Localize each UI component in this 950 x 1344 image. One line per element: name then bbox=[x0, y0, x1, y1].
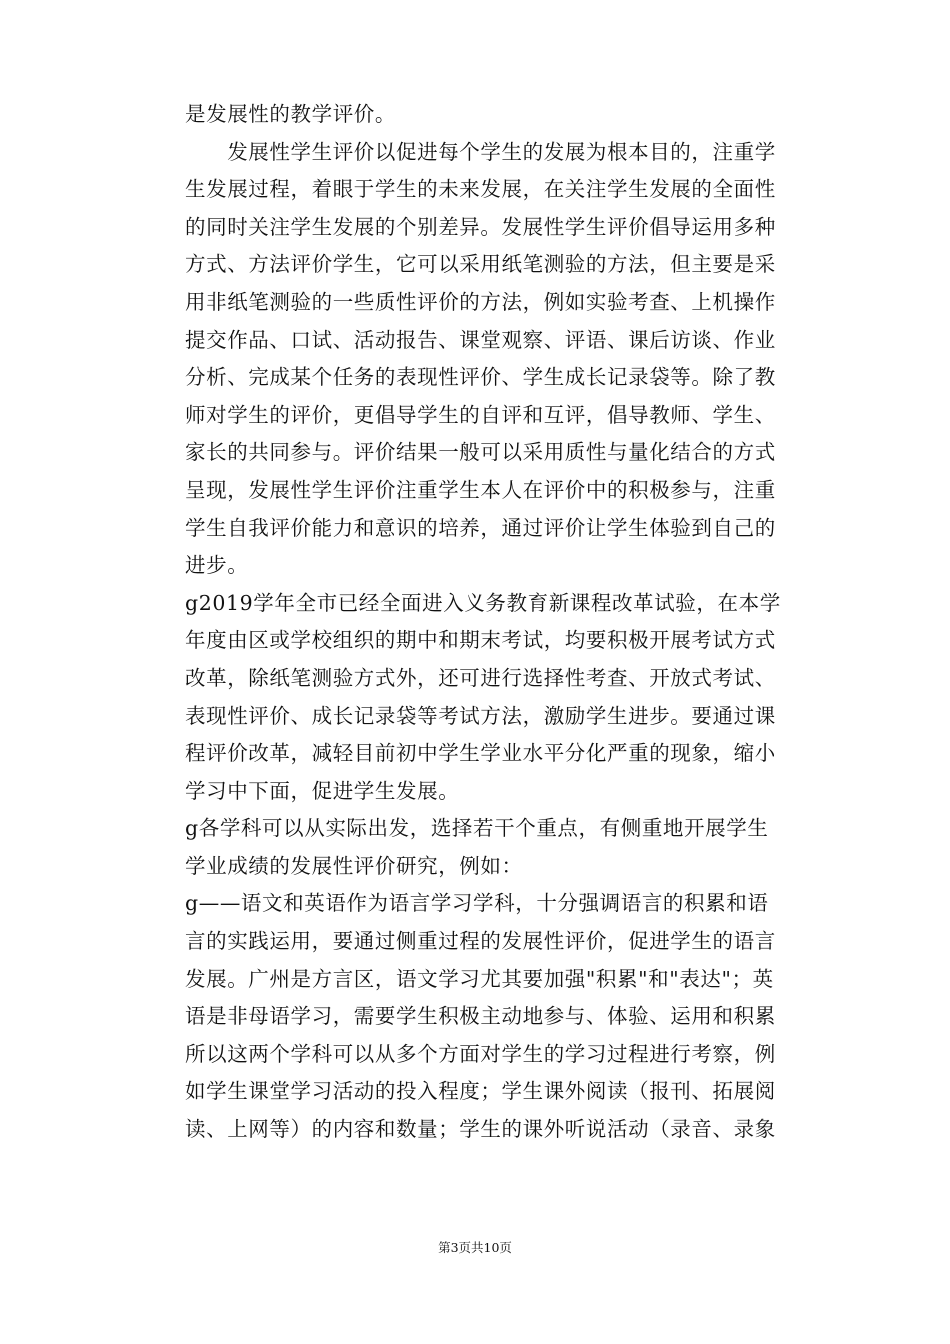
text-line: 发展。广州是方言区，语文学习尤其要加强"积累"和"表达"；英 bbox=[185, 966, 774, 991]
text-line: 语是非母语学习，需要学生积极主动地参与、体验、运用和积累 bbox=[185, 1004, 776, 1029]
text-line: 读、上网等）的内容和数量；学生的课外听说活动（录音、录象 bbox=[185, 1117, 776, 1142]
text-line: 分析、完成某个任务的表现性评价、学生成长记录袋等。除了教 bbox=[185, 365, 776, 390]
text-line: 提交作品、口试、活动报告、课堂观察、评语、课后访谈、作业 bbox=[185, 327, 776, 352]
text-line: 师对学生的评价，更倡导学生的自评和互评，倡导教师、学生、 bbox=[185, 402, 776, 427]
text-line: 呈现，发展性学生评价注重学生本人在评价中的积极参与，注重 bbox=[185, 477, 776, 502]
text-line: 如学生课堂学习活动的投入程度；学生课外阅读（报刊、拓展阅 bbox=[185, 1079, 776, 1104]
body-text bbox=[185, 96, 825, 1149]
text-line: 年度由区或学校组织的期中和期末考试，均要积极开展考试方式 bbox=[185, 628, 776, 653]
text-line: 学业成绩的发展性评价研究，例如： bbox=[185, 853, 523, 878]
text-line: g2019学年全市已经全面进入义务教育新课程改革试验，在本学 bbox=[185, 590, 781, 615]
text-line: 生发展过程，着眼于学生的未来发展，在关注学生发展的全面性 bbox=[185, 177, 776, 202]
text-line: 学生自我评价能力和意识的培养，通过评价让学生体验到自己的 bbox=[185, 515, 776, 540]
text-line: g——语文和英语作为语言学习学科，十分强调语言的积累和语 bbox=[185, 891, 769, 916]
text-line: 改革，除纸笔测验方式外，还可进行选择性考查、开放式考试、 bbox=[185, 665, 776, 690]
text-line: 进步。 bbox=[185, 553, 249, 578]
text-line: 表现性评价、成长记录袋等考试方法，激励学生进步。要通过课 bbox=[185, 703, 776, 728]
text-line: 家长的共同参与。评价结果一般可以采用质性与量化结合的方式 bbox=[185, 440, 776, 465]
text-line: 学习中下面，促进学生发展。 bbox=[185, 778, 460, 803]
text-line: g各学科可以从实际出发，选择若干个重点，有侧重地开展学生 bbox=[185, 816, 769, 841]
text-line: 的同时关注学生发展的个别差异。发展性学生评价倡导运用多种 bbox=[185, 214, 776, 239]
text-line: 方式、方法评价学生，它可以采用纸笔测验的方法，但主要是采 bbox=[185, 252, 776, 277]
text-line: 是发展性的教学评价。 bbox=[185, 102, 396, 126]
text-line: 程评价改革，减轻目前初中学生学业水平分化严重的现象，缩小 bbox=[185, 741, 776, 766]
text-line: 言的实践运用，要通过侧重过程的发展性评价，促进学生的语言 bbox=[185, 929, 776, 954]
text-line: 所以这两个学科可以从多个方面对学生的学习过程进行考察，例 bbox=[185, 1041, 776, 1066]
page-footer: 第3页共10页 bbox=[438, 1240, 512, 1255]
text-line: 发展性学生评价以促进每个学生的发展为根本目的，注重学 bbox=[185, 139, 776, 164]
text-line: 用非纸笔测验的一些质性评价的方法，例如实验考查、上机操作 bbox=[185, 289, 776, 314]
